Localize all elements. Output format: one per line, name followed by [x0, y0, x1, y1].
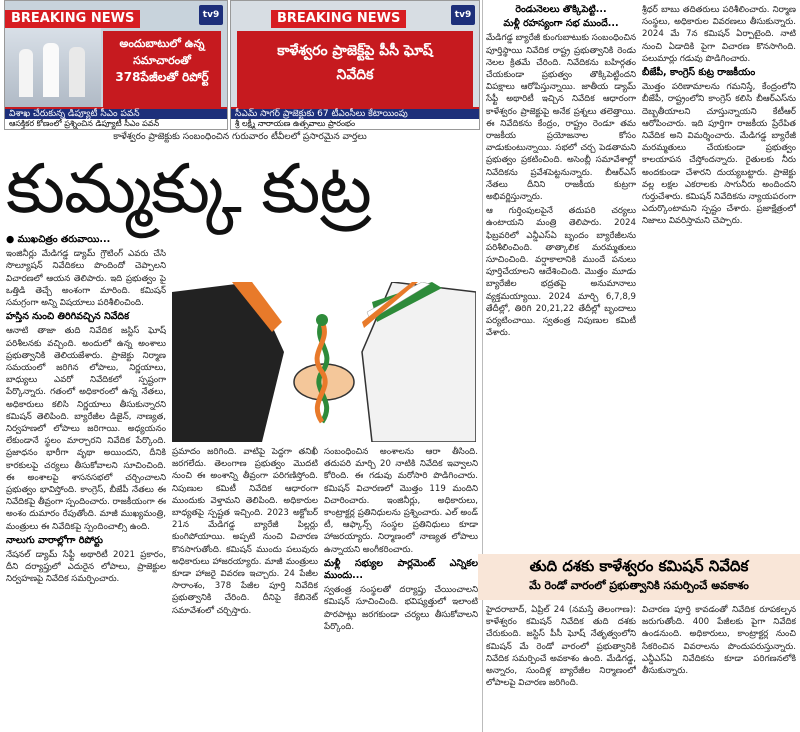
- paragraph: ప్రమాదం జరిగింది. వాటిపై పెద్దగా తనిఖీ జరగలేదు. తెలంగాణ ప్రభుత్వం మొదటి నుంచి ఈ అంశాన్ని తీవ్రంగా పరిగణిస్తోంది. నిపుణుల కమిటీ నివేదిక ఆధారంగా ముందుకు వెళ్తామని తెలిపింది. అధికారుల బాధ్యతపై స్పష్టత ఇచ్చింది. 2023 అక్టోబర్ 21న మేడిగడ్డ బ్యారేజీ పిల్లర్లు కుంగిపోయాయి. అప్పటి నుంచి విచారణ కొనసాగుతోంది. కమిషన్ ముందు పలువురు అధికారులు హాజరయ్యారు. మాజీ మంత్రులు కూడా హాజరై వివరణ ఇచ్చారు. 24 పేజీల సారాంశం, 378 పేజీల పూర్తి నివేదిక ప్రభుత్వానికి చేరింది. దీనిపై కేబినెట్ సమావేశంలో చర్చిస్తారు.: [172, 447, 318, 616]
- section-subtitle: మే రెండో వారంలో ప్రభుత్వానికి సమర్పించే అవకాశం: [529, 579, 749, 592]
- article-column-6: [486, 604, 636, 732]
- article-column-1: [6, 234, 166, 732]
- channel-logo: tv9: [451, 5, 475, 25]
- news-photo: [5, 27, 101, 111]
- ticker-bottom: ఆసక్తికర కోణంలో ప్రశ్నించిన డిప్యూటీ సీఎం పవన్: [9, 119, 160, 128]
- article-column-2: [172, 446, 318, 732]
- tv-headline: [237, 31, 473, 111]
- paragraph: శ్రీధర్ బాబు తదితరులు పరిశీలించారు. నిర్మాణ సంస్థలు, అధికారుల వివరణలు తీసుకున్నారు. 2024 మే 7న కమిషన్ ఏర్పాటైంది. నాటి నుంచి ఏడాదికి పైగా విచారణ కొనసాగింది. పలుమార్లు గడువు పొడిగించారు.: [642, 5, 796, 64]
- paragraph: మేడిగడ్డ బ్యారేజీ కుంగుబాటుకు సంబంధించిన పూర్తిస్థాయి నివేదిక రాష్ట్ర ప్రభుత్వానికి రెండు నెలల క్రితమే చేరింది. నివేదికను బహిర్గతం చేయకుండా ప్రభుత్వం తొక్కిపెట్టిందని విపక్షాలు ఆరోపిస్తున్నాయి. జాతీయ డ్యామ్ సేఫ్టీ అథారిటీ ఇచ్చిన నివేదిక ఆధారంగా కాళేశ్వరం ప్రాజెక్టుపై అనేక ప్రశ్నలు తలెత్తాయి. ఈ నివేదికను కేంద్రం, రాష్ట్రం రెండూ తమ రాజకీయ ప్రయోజనాల కోసం వాడుకుంటున్నాయి. సభలో చర్చ పెడతామని ప్రభుత్వం ప్రకటించింది. అసెంబ్లీ సమావేశాల్లో నివేదికను ప్రవేశపెట్టనున్నారు. బీఆర్ఎస్ నేతలు దీనిని రాజకీయ కుట్రగా అభివర్ణిస్తున్నారు.: [486, 33, 636, 203]
- dateline: ● ముఖచిత్రం తరువాయి...: [6, 234, 111, 245]
- paragraph: ఆనాటి తాజా తుది నివేదిక జస్టిస్ ఘోష్ పరిశీలనకు వచ్చింది. అందులో ఉన్న అంశాలు ప్రభుత్వానికి తెలియజేశారు. ప్రాజెక్టు నిర్మాణ సమయంలో జరిగిన లోపాలు, నిర్ణయాలు, బాధ్యులు ఎవరో నివేదికలో స్పష్టంగా పేర్కొన్నారు. గతంలో అధికారంలో ఉన్న నేతలు, అధికారులు కలిసి నిర్ణయాలు తీసుకున్నారని కమిషన్ తెలిపింది. బ్యారేజీల డిజైన్, నాణ్యత, నిర్వహణలో లోపాలు జరిగాయి. అధ్యయనం లేకుండానే స్థలం మార్చారని నివేదిక పేర్కొంది. ప్రజాధనం భారీగా వృథా అయిందని, దీనికి కారకులపై చర్యలు తీసుకోవాలని సూచించింది. ఈ అంశాలపై శాసనసభలో చర్చించాలని ప్రభుత్వం భావిస్తోంది. కాంగ్రెస్, బీజేపీ నేతలు ఈ నివేదికపై తీవ్రంగా స్పందించారు. రాజకీయంగా ఈ అంశం దుమారం రేపుతోంది. మాజీ ముఖ్యమంత్రి, మంత్రులు ఈ నివేదికపై స్పందించాల్సి ఉంది.: [6, 326, 166, 532]
- paragraph: స్వతంత్ర సంస్థలతో దర్యాప్తు చేయించాలని కమిషన్ సూచించింది. భవిష్యత్తులో ఇలాంటి పొరపాట్లు జరగకుండా చర్యలు తీసుకోవాలని పేర్కొంది.: [324, 585, 478, 632]
- paragraph: విచారణ పూర్తి కావడంతో నివేదిక రూపకల్పన జరుగుతోంది. 400 పేజీలకు పైగా నివేదిక ఉండనుంది. అధికారులు, కాంట్రాక్టర్ల నుంచి సేకరించిన వివరాలను పొందుపరుస్తున్నారు. ఎన్డీఎస్ఏ నివేదికను కూడా పరిగణనలోకి తీసుకున్నారు.: [642, 605, 796, 677]
- tv-ticker: [5, 107, 227, 129]
- handshake-cartoon: [172, 282, 476, 442]
- photo-caption: కాళేశ్వరం ప్రాజెక్టుకు సంబంధించిన గురువారం టీవీలలో ప్రసారమైన వార్తలు: [113, 132, 367, 142]
- ticker-bottom: శ్రీ లక్ష్మీ నారాయణ ఉత్సవాలు ప్రారంభం: [235, 119, 356, 128]
- paragraph: మొత్తం పరిణామాలను గమనిస్తే, కేంద్రంలోని బీజేపీ, రాష్ట్రంలోని కాంగ్రెస్ కలిసి బీఆర్ఎస్‌ను దెబ్బతీయాలని చూస్తున్నాయని కేటీఆర్ ఆరోపించారు. ఇది పూర్తిగా రాజకీయ ప్రేరేపిత నివేదిక అని విమర్శించారు. మేడిగడ్డ బ్యారేజీ మరమ్మతులు చేయకుండా ప్రభుత్వం కాలయాపన చేస్తోందన్నారు. రైతులకు నీరు అందకుండా చేశారని దుయ్యబట్టారు. ప్రాజెక్టు వల్ల లక్షల ఎకరాలకు సాగునీరు అందిందని గుర్తుచేశారు. కమిషన్ నివేదికను న్యాయపరంగా ఎదుర్కొంటామని స్పష్టం చేశారు. ప్రజాక్షేత్రంలో నిజాలు వివరిస్తామని చెప్పారు.: [642, 82, 796, 227]
- paragraph: హైదరాబాద్, ఏప్రిల్ 24 (నమస్తే తెలంగాణ): కాళేశ్వరం కమిషన్ నివేదిక తుది దశకు చేరుకుంది. జస్టిస్ పీసీ ఘోష్ నేతృత్వంలోని కమిషన్ మే రెండో వారంలో ప్రభుత్వానికి నివేదిక సమర్పించే అవకాశం ఉంది. మేడిగడ్డ, అన్నారం, సుందిళ్ల బ్యారేజీల నిర్మాణంలో లోపాలపై విచారణ జరిగింది.: [486, 605, 636, 689]
- ticker-top: విశాఖ చేరుకున్న డిప్యూటీ సీఎం పవన్: [5, 109, 227, 119]
- breaking-label: BREAKING NEWS: [271, 10, 406, 28]
- tv-screenshot-right: [230, 0, 480, 130]
- tv-screenshot-left: [4, 0, 228, 130]
- paragraph: సంబంధించిన అంశాలను ఆరా తీసింది. తదుపరి మార్చి 20 నాటికి నివేదిక ఇవ్వాలని కోరింది. ఈ గడువు మరోసారి పొడిగించారు. కమిషన్ విచారణలో మొత్తం 119 మందిని విచారించారు. ఇంజినీర్లు, అధికారులు, కాంట్రాక్టర్ల ప్రతినిధులను ప్రశ్నించారు. ఎల్ అండ్ టీ, ఆఫ్కాన్స్ సంస్థల ప్రతినిధులు కూడా హాజరయ్యారు. నిర్మాణంలో నాణ్యత లోపాలు ఉన్నాయని అంగీకరించారు.: [324, 447, 478, 555]
- tv-headline-line: నివేదిక: [336, 67, 374, 83]
- ticker-top: సీఎమ్ సాగర్ ప్రాజెక్టుకు 67 టీఎంసీలు కేటాయింపు: [231, 109, 479, 119]
- paragraph: ఆ గుర్తింపులపైనే తదుపరి చర్యలు ఉంటాయని మంత్రి తెలిపారు. 2024 ఫిబ్రవరిలో ఎన్డీఎస్ఏ బృందం బ్యారేజీలను పరిశీలించింది. తాత్కాలిక మరమ్మతులు సూచించింది. వర్షాకాలానికి ముందే పనులు పూర్తిచేయాలని ఆదేశించింది. మొత్తం మూడు బ్యారేజీల భద్రతపై అనుమానాలు వ్యక్తమయ్యాయి. 2024 మార్చి 6,7,8,9 తేదీల్లో, తిరిగి 20,21,22 తేదీల్లో బృందాలు పర్యటించాయి. స్వతంత్ర నిపుణుల కమిటీ వేశారు.: [486, 206, 636, 339]
- tv-headline-line: 378పేజీలతో రిపోర్ట్: [115, 70, 209, 84]
- subheading: మళ్లీ రహస్యంగా సభ ముందే...: [503, 18, 619, 30]
- section-header: [478, 554, 800, 600]
- main-headline: కుమ్మక్కు కుట్ర: [6, 150, 371, 229]
- article-column-4: [486, 4, 636, 550]
- subheading: మళ్లీ సభ్యుల పార్లమెంట్ ఎన్నికల ముందు...: [324, 557, 478, 582]
- subheading: రెండునెలలు తొక్కిపెట్టి...: [515, 4, 607, 15]
- paragraph: ఇంజినీర్లు మేడిగడ్డ డ్యామ్ గ్రౌటింగ్ ఎవరు చేసి సొల్యూషన్ నివేదికలు పొందిందో చెప్పాలని విచారణలో ఆయన తెలిపారు. ఇది ప్రభుత్వం పై ఒత్తిడి తెచ్చే అంశంగా మారింది. కమిషన్ సమగ్రంగా అన్ని విషయాలు పరిశీలించింది.: [6, 249, 166, 309]
- subheading: నాలుగు వారాల్లోగా రిపోర్టు: [6, 534, 103, 546]
- cartoon-illustration: [172, 282, 476, 442]
- subheading: హస్తిన నుంచి తిరిగివచ్చిన నివేదిక: [6, 311, 130, 323]
- breaking-news-bar: [5, 7, 227, 25]
- article-column-3: [324, 446, 478, 732]
- column-divider: [482, 0, 483, 732]
- tv-headline: [103, 31, 221, 113]
- channel-logo: tv9: [199, 5, 223, 25]
- subheading: బీజేపీ, కాంగ్రెస్ కుట్ర రాజకీయం: [642, 67, 756, 79]
- tv-headline-line: కాళేశ్వరం ప్రాజెక్ట్‌పై పీసీ ఘోష్: [277, 43, 433, 59]
- article-column-5: [642, 4, 796, 550]
- section-title: తుది దశకు కాళేశ్వరం కమిషన్ నివేదిక: [529, 557, 749, 575]
- breaking-label: BREAKING NEWS: [5, 10, 140, 28]
- article-column-7: [642, 604, 796, 732]
- tv-ticker: [231, 107, 479, 129]
- breaking-news-bar: [231, 7, 479, 25]
- tv-headline-line: సమాచారంతో: [133, 54, 191, 67]
- paragraph: నేషనల్ డ్యామ్ సేఫ్టీ అథారిటీ 2021 ప్రకారం, దీని దర్యాప్తులో ఎదురైన లోపాలు, ప్రాజెక్టుల నిర్వహణపై నివేదిక సమర్పించారు.: [6, 550, 166, 585]
- tv-headline-line: అందుబాటులో ఉన్న: [119, 37, 205, 50]
